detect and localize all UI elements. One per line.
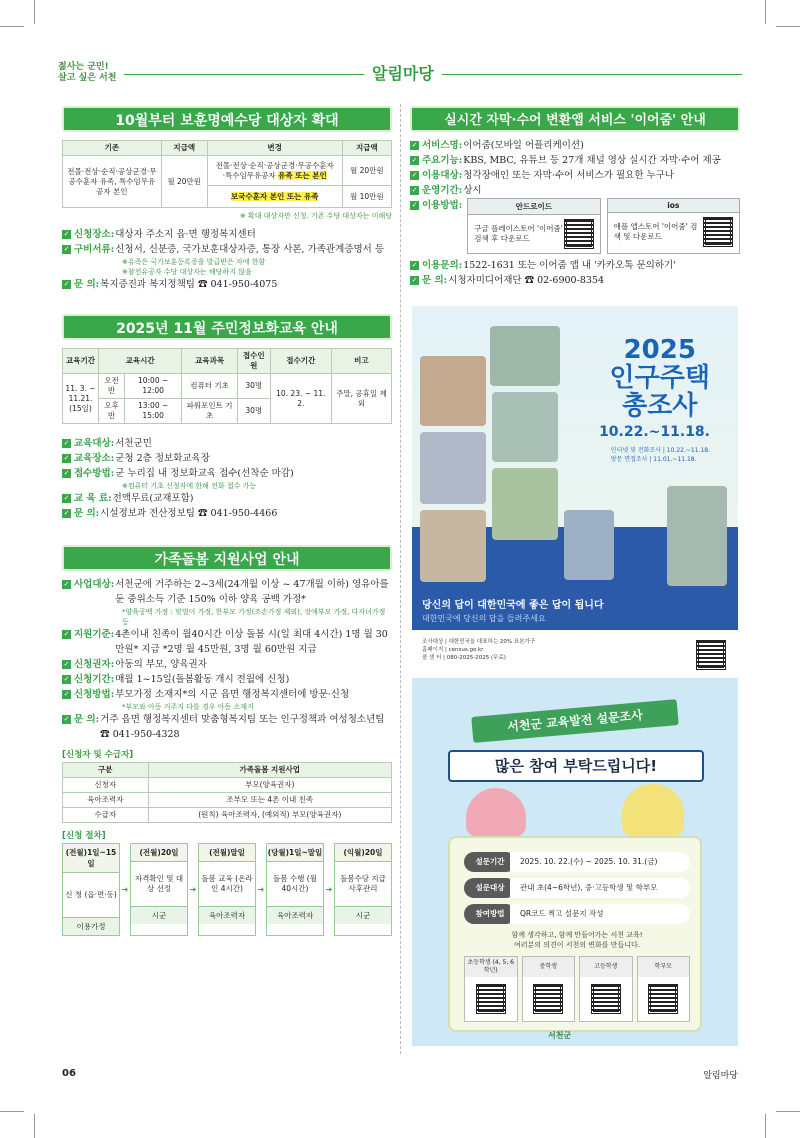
qr-code-icon[interactable] bbox=[476, 984, 506, 1014]
item-subnote: ※컴퓨터 기초 신청자에 한해 전화 접수 가능 bbox=[122, 482, 257, 490]
step-body: 돌봄 수행 (월 40시간) bbox=[273, 874, 317, 893]
item-subnote: *부모와 아동 거주지 다를 경우 아동 소재지 bbox=[122, 703, 254, 711]
info-item bbox=[62, 577, 392, 607]
info-item bbox=[410, 198, 463, 254]
app-download-boxes bbox=[467, 198, 740, 254]
ios-text: 애플 앱스토어 '이어줌' 검색 및 다운로드 bbox=[613, 222, 698, 241]
table-header: 교육기간 bbox=[63, 349, 99, 374]
item-label: 문 의: bbox=[74, 279, 100, 290]
applicant-table bbox=[62, 762, 392, 823]
period-tag: 설문기간 bbox=[464, 852, 516, 872]
veterans-allowance-title: 10월부터 보훈명예수당 대상자 확대 bbox=[62, 106, 392, 132]
survey-ribbon: 서천군 교육발전 설문조사 bbox=[471, 699, 678, 743]
photo bbox=[492, 392, 558, 462]
table-cell: 월 10만원 bbox=[342, 186, 391, 208]
check-icon: ✓ bbox=[63, 280, 70, 288]
check-icon: ✓ bbox=[63, 439, 70, 447]
info-item bbox=[62, 672, 392, 687]
table-cell: 30명 bbox=[237, 374, 270, 399]
item-label: 신청권자: bbox=[74, 659, 115, 670]
check-icon: ✓ bbox=[63, 630, 70, 638]
qr-code-icon[interactable] bbox=[703, 217, 733, 247]
mascot-yellow bbox=[622, 784, 684, 836]
item-label: 교 육 료: bbox=[74, 493, 112, 504]
table-cell: 13:00 ~ 15:00 bbox=[124, 399, 181, 424]
highlight-text: 보국수훈자 본인 또는 유족 bbox=[230, 191, 319, 201]
procedure-title: [신청 절차] bbox=[62, 831, 106, 841]
item-text: 이어줌(모바일 어플리케이션) bbox=[463, 140, 584, 151]
arrow-right-icon: ➜ bbox=[325, 885, 333, 894]
period-value: 2025. 10. 22.(수) ~ 2025. 10. 31.(금) bbox=[510, 852, 690, 872]
footer-line: 콜 센 터 | 080-2025-2025 (무료) bbox=[422, 655, 506, 661]
info-item bbox=[62, 227, 392, 242]
item-subnote: ※참전유공자 수당 대상자는 해당하지 않음 bbox=[122, 268, 252, 276]
item-label: 지원기준: bbox=[74, 629, 115, 640]
census-footer bbox=[422, 638, 535, 662]
table-header: 가족돌봄 지원사업 bbox=[148, 763, 391, 778]
item-label: 구비서류: bbox=[74, 244, 115, 255]
photo-collage bbox=[420, 326, 610, 591]
android-box bbox=[467, 198, 600, 254]
qr-label: 고등학생 bbox=[580, 957, 632, 977]
table-cell: 오후반 bbox=[99, 399, 125, 424]
check-icon: ✓ bbox=[411, 156, 418, 164]
table-cell: 10. 23. ~ 11. 2. bbox=[270, 374, 331, 424]
item-label: 사업대상: bbox=[74, 579, 115, 590]
android-header: 안드로이드 bbox=[468, 199, 599, 215]
message-line: 함께 생각하고, 함께 만들어가는 서천 교육! bbox=[511, 931, 643, 939]
arrow-right-icon: ➜ bbox=[257, 885, 265, 894]
mascot-pink bbox=[466, 788, 526, 836]
table-header: 지급액 bbox=[342, 141, 391, 156]
item-label: 이용문의: bbox=[422, 260, 463, 271]
allowance-table bbox=[62, 140, 392, 208]
table-cell: 컴퓨터 기초 bbox=[182, 374, 238, 399]
qr-code-icon[interactable] bbox=[564, 219, 594, 249]
message-line: 여러분의 의견이 서천의 변화를 만듭니다. bbox=[513, 941, 641, 949]
photo bbox=[667, 486, 727, 586]
qr-label: 학부모 bbox=[638, 957, 690, 977]
table-cell bbox=[207, 156, 342, 186]
crop-mark bbox=[776, 1111, 800, 1112]
table-cell: 월 20만원 bbox=[342, 156, 391, 186]
step-head: (전월)1일~15일 bbox=[63, 844, 119, 873]
item-label: 문 의: bbox=[422, 275, 448, 286]
info-item bbox=[62, 491, 392, 506]
survey-poster bbox=[412, 678, 738, 1046]
check-icon: ✓ bbox=[63, 469, 70, 477]
cell-text: ·특수임무유공자 bbox=[222, 170, 276, 180]
photo bbox=[492, 468, 558, 540]
left-column bbox=[62, 106, 392, 936]
step-head: (전월)말일 bbox=[199, 844, 255, 862]
info-item bbox=[62, 451, 392, 466]
target-value: 관내 초(4~6학년), 중·고등학생 및 학부모 bbox=[510, 878, 690, 898]
table-header: 접수인원 bbox=[237, 349, 270, 374]
qr-label: 초등학생 (4, 5, 6학년) bbox=[465, 957, 517, 977]
census-title-line: 인구주택 bbox=[609, 363, 710, 393]
item-text: 서천군에 거주하는 2~3세(24개월 이상 ~ 47개월 이하) 영유아를 둔 중위소득 기준 150% 이하 양육 공백 가정* bbox=[115, 579, 389, 605]
census-year: 2025 bbox=[623, 335, 696, 365]
schedule-line: 인터넷 및 전화조사 | 10.22.~11.18. bbox=[610, 447, 710, 454]
check-icon: ✓ bbox=[411, 261, 418, 269]
check-icon: ✓ bbox=[63, 454, 70, 462]
photo bbox=[564, 510, 614, 580]
footer-section: 알림마당 bbox=[703, 1071, 738, 1081]
check-icon: ✓ bbox=[63, 660, 70, 668]
right-column bbox=[410, 106, 740, 288]
footer-line: 홈페이지 | census.go.kr bbox=[422, 647, 484, 653]
item-text: 매월 1~15일(돌봄활동 개시 전월에 신청) bbox=[115, 674, 290, 685]
step-body: 신 청 (읍·면·동) bbox=[65, 890, 117, 899]
item-text: 대상자 주소지 읍·면 행정복지센터 bbox=[115, 229, 256, 240]
item-label: 교육대상: bbox=[74, 438, 115, 449]
item-text: 청각장애인 또는 자막·수어 서비스가 필요한 누구나 bbox=[463, 170, 675, 181]
info-item bbox=[410, 258, 740, 273]
table-cell bbox=[207, 186, 342, 208]
step-head: (당월)1일~말일 bbox=[267, 844, 323, 862]
info-item bbox=[410, 138, 740, 153]
item-text: 신청서, 신분증, 국가보훈대상자증, 통장 사본, 가족관계증명서 등 bbox=[115, 244, 385, 255]
item-text: 1522-1631 또는 이어줌 앱 내 '카카오톡 문의하기' bbox=[463, 260, 676, 271]
method-value: QR코드 찍고 설문지 작성 bbox=[510, 904, 690, 924]
item-subnote: ※유족은 국가보훈등록증을 발급받은 자에 한함 bbox=[122, 258, 266, 266]
table-cell: 조부모 또는 4촌 이내 친족 bbox=[148, 793, 391, 808]
info-item bbox=[410, 168, 740, 183]
info-item bbox=[62, 712, 392, 742]
check-icon: ✓ bbox=[63, 494, 70, 502]
item-label: 주요기능: bbox=[422, 155, 463, 166]
procedure-steps bbox=[62, 843, 392, 936]
step-foot: 육아조력자 bbox=[199, 906, 255, 924]
check-icon: ✓ bbox=[411, 201, 418, 209]
item-text: KBS, MBC, 유튜브 등 27개 채널 영상 실시간 자막·수어 제공 bbox=[463, 155, 721, 166]
table-header: 지급액 bbox=[161, 141, 207, 156]
item-label: 신청장소: bbox=[74, 229, 115, 240]
item-text: 거주 읍면 행정복지센터 맞춤형복지팀 또는 인구정책과 여성청소년팀 ☎ 041-950-4328 bbox=[100, 714, 385, 740]
check-icon: ✓ bbox=[63, 690, 70, 698]
procedure-step bbox=[334, 843, 392, 936]
check-icon: ✓ bbox=[411, 276, 418, 284]
item-label: 문 의: bbox=[74, 714, 100, 725]
crop-mark bbox=[0, 1111, 24, 1112]
procedure-step bbox=[130, 843, 188, 936]
crop-mark bbox=[765, 0, 766, 24]
info-item bbox=[62, 242, 392, 257]
check-icon: ✓ bbox=[63, 675, 70, 683]
table-cell: 월 20만원 bbox=[161, 156, 207, 208]
crop-mark bbox=[0, 26, 24, 27]
seocheon-logo: 서천군 bbox=[548, 1031, 572, 1040]
check-icon: ✓ bbox=[411, 186, 418, 194]
item-text: 복지증진과 복지정책팀 ☎ 041-950-4075 bbox=[100, 279, 278, 290]
item-text: 시청자미디어재단 ☎ 02-6900-8354 bbox=[448, 275, 604, 286]
check-icon: ✓ bbox=[63, 245, 70, 253]
photo bbox=[420, 356, 486, 426]
item-label: 운영기간: bbox=[422, 185, 463, 196]
item-label: 신청기간: bbox=[74, 674, 115, 685]
step-foot: 시군 bbox=[131, 906, 187, 924]
item-text: 아동의 부모, 양육권자 bbox=[115, 659, 207, 670]
procedure-step bbox=[266, 843, 324, 936]
applicant-table-title: [신청자 및 수급자] bbox=[62, 750, 134, 760]
page-header bbox=[58, 60, 742, 90]
footer-line: 조사대상 | 대한민국을 대표하는 20% 표본가구 bbox=[422, 639, 536, 645]
step-head: (전월)20일 bbox=[131, 844, 187, 862]
item-label: 교육장소: bbox=[74, 453, 115, 464]
crop-mark bbox=[765, 1114, 766, 1138]
item-label: 접수방법: bbox=[74, 468, 115, 479]
table-cell: 10:00 ~ 12:00 bbox=[124, 374, 181, 399]
page-number: 06 bbox=[62, 1068, 76, 1079]
table-header: 비고 bbox=[331, 349, 391, 374]
census-banner: 당신의 답이 대한민국에 좋은 답이 됩니다 bbox=[422, 600, 604, 611]
item-text: 서천군민 bbox=[115, 438, 152, 449]
crop-mark bbox=[34, 1114, 35, 1138]
census-title bbox=[610, 336, 710, 420]
check-icon: ✓ bbox=[411, 171, 418, 179]
table-cell: 전몰·전상·순직·공상군경·무공수훈자 유족, 특수임무유공자 본인 bbox=[63, 156, 162, 208]
table-cell: (원칙) 육아조력자, (예외적) 부모(양육권자) bbox=[148, 808, 391, 823]
step-body: 돌봄 교육 (온라인 4시간) bbox=[201, 874, 253, 893]
check-icon: ✓ bbox=[63, 230, 70, 238]
table-header: 기존 bbox=[63, 141, 162, 156]
qr-grid bbox=[464, 956, 690, 1022]
crop-mark bbox=[34, 0, 35, 24]
slogan-line: 젊사는 군민! bbox=[58, 62, 109, 72]
method-tag: 참여방법 bbox=[464, 904, 516, 924]
item-label: 서비스명: bbox=[422, 140, 463, 151]
step-foot: 육아조력자 bbox=[267, 906, 323, 924]
item-label: 이용방법: bbox=[422, 200, 463, 211]
column-divider bbox=[400, 104, 401, 1054]
info-item bbox=[62, 466, 392, 481]
table-header: 접수기간 bbox=[270, 349, 331, 374]
table-cell: 부모(양육권자) bbox=[148, 778, 391, 793]
photo bbox=[420, 510, 486, 582]
qr-label: 중학생 bbox=[523, 957, 575, 977]
check-icon: ✓ bbox=[63, 580, 70, 588]
item-text: 부모가정 소재지*의 시군 읍면 행정복지센터에 방문·신청 bbox=[115, 689, 350, 700]
table-cell: 수급자 bbox=[63, 808, 149, 823]
info-item bbox=[62, 277, 392, 292]
photo bbox=[420, 432, 486, 504]
step-head: (익월)20일 bbox=[335, 844, 391, 862]
info-item bbox=[410, 183, 740, 198]
section-title: 알림마당 bbox=[364, 61, 442, 84]
census-dates: 10.22.~11.18. bbox=[599, 424, 710, 440]
cell-text: 전몰·전상·순직·공상군경·무공수훈자 bbox=[215, 160, 334, 170]
step-foot: 시군 bbox=[335, 906, 391, 924]
item-text: 전액무료(교재포함) bbox=[112, 493, 194, 504]
procedure-step bbox=[198, 843, 256, 936]
table-header: 교육시간 bbox=[99, 349, 182, 374]
table-cell: 육아조력자 bbox=[63, 793, 149, 808]
caption-app-title: 실시간 자막·수어 변환앱 서비스 '이어줌' 안내 bbox=[410, 106, 740, 132]
qr-code-icon[interactable] bbox=[648, 984, 678, 1014]
target-tag: 설문대상 bbox=[464, 878, 516, 898]
check-icon: ✓ bbox=[63, 715, 70, 723]
slogan-line: 살고 싶은 서천 bbox=[58, 73, 117, 83]
check-icon: ✓ bbox=[411, 141, 418, 149]
info-item bbox=[62, 627, 392, 657]
table-note: ※ 확대 대상자만 신청. 기존 수당 대상자는 미해당 bbox=[239, 212, 392, 220]
it-education-title: 2025년 11월 주민정보화교육 안내 bbox=[62, 314, 392, 340]
info-item bbox=[62, 506, 392, 521]
survey-headline: 많은 참여 부탁드립니다! bbox=[448, 750, 704, 782]
table-cell: 파워포인트 기초 bbox=[182, 399, 238, 424]
table-cell: 주말, 공휴일 제외 bbox=[331, 374, 391, 424]
info-item bbox=[62, 436, 392, 451]
survey-board bbox=[448, 836, 702, 1032]
schedule-line: 방문 면접조사 | 11.01.~11.18. bbox=[610, 456, 697, 463]
table-cell: 11. 3. ~ 11.21. (15일) bbox=[63, 374, 99, 424]
info-item bbox=[410, 153, 740, 168]
check-icon: ✓ bbox=[63, 509, 70, 517]
survey-message bbox=[450, 930, 704, 950]
arrow-right-icon: ➜ bbox=[189, 885, 197, 894]
item-text: 군 누리집 내 정보화교육 접수(선착순 마감) bbox=[115, 468, 294, 479]
census-banner-sub: 대한민국에 당신의 답을 들려주세요 bbox=[422, 614, 546, 623]
item-label: 문 의: bbox=[74, 508, 100, 519]
arrow-right-icon: ➜ bbox=[121, 885, 129, 894]
item-text: 군청 2층 정보화교육장 bbox=[115, 453, 210, 464]
slogan bbox=[58, 62, 116, 84]
crop-mark bbox=[776, 26, 800, 27]
procedure-step bbox=[62, 843, 120, 936]
table-cell: 오전반 bbox=[99, 374, 125, 399]
table-cell: 30명 bbox=[237, 399, 270, 424]
table-cell: 신청자 bbox=[63, 778, 149, 793]
item-label: 신청방법: bbox=[74, 689, 115, 700]
census-schedule bbox=[611, 446, 710, 464]
info-item bbox=[62, 657, 392, 672]
item-text: 상시 bbox=[463, 185, 482, 196]
step-body: 돌봄수당 지급 사후관리 bbox=[340, 874, 386, 893]
qr-code-icon[interactable] bbox=[533, 984, 563, 1014]
ios-box bbox=[607, 198, 740, 254]
education-table bbox=[62, 348, 392, 424]
qr-code-icon[interactable] bbox=[696, 640, 726, 670]
android-text: 구글 플레이스토어 '이어줌' 검색 후 다운로드 bbox=[474, 224, 563, 243]
highlight-text: 유족 또는 본인 bbox=[278, 170, 327, 180]
table-header: 교육과목 bbox=[182, 349, 238, 374]
qr-code-icon[interactable] bbox=[591, 984, 621, 1014]
step-foot: 이용가정 bbox=[63, 917, 119, 935]
census-poster bbox=[412, 306, 738, 674]
ios-header: ios bbox=[608, 199, 739, 213]
census-title-line: 총조사 bbox=[622, 391, 698, 421]
family-care-title: 가족돌봄 지원사업 안내 bbox=[62, 545, 392, 571]
item-text: 시설정보과 전산정보팀 ☎ 041-950-4466 bbox=[100, 508, 278, 519]
item-label: 이용대상: bbox=[422, 170, 463, 181]
step-body: 자격확인 및 대상 선정 bbox=[134, 874, 184, 893]
table-header: 구분 bbox=[63, 763, 149, 778]
info-item bbox=[62, 687, 392, 702]
table-header: 변경 bbox=[207, 141, 342, 156]
item-subnote: *양육공백 가정 : 맞벌이 가정, 한부모 가정(조손가정 제외), 장애부모 가정, 다자녀가정 등 bbox=[122, 608, 386, 626]
photo bbox=[490, 326, 560, 386]
info-item bbox=[410, 273, 740, 288]
item-text: 4촌이내 친족이 월40시간 이상 돌봄 시(일 최대 4시간) 1명 월 30만원* 지급 *2명 월 45만원, 3명 월 60만원 지급 bbox=[115, 629, 388, 655]
